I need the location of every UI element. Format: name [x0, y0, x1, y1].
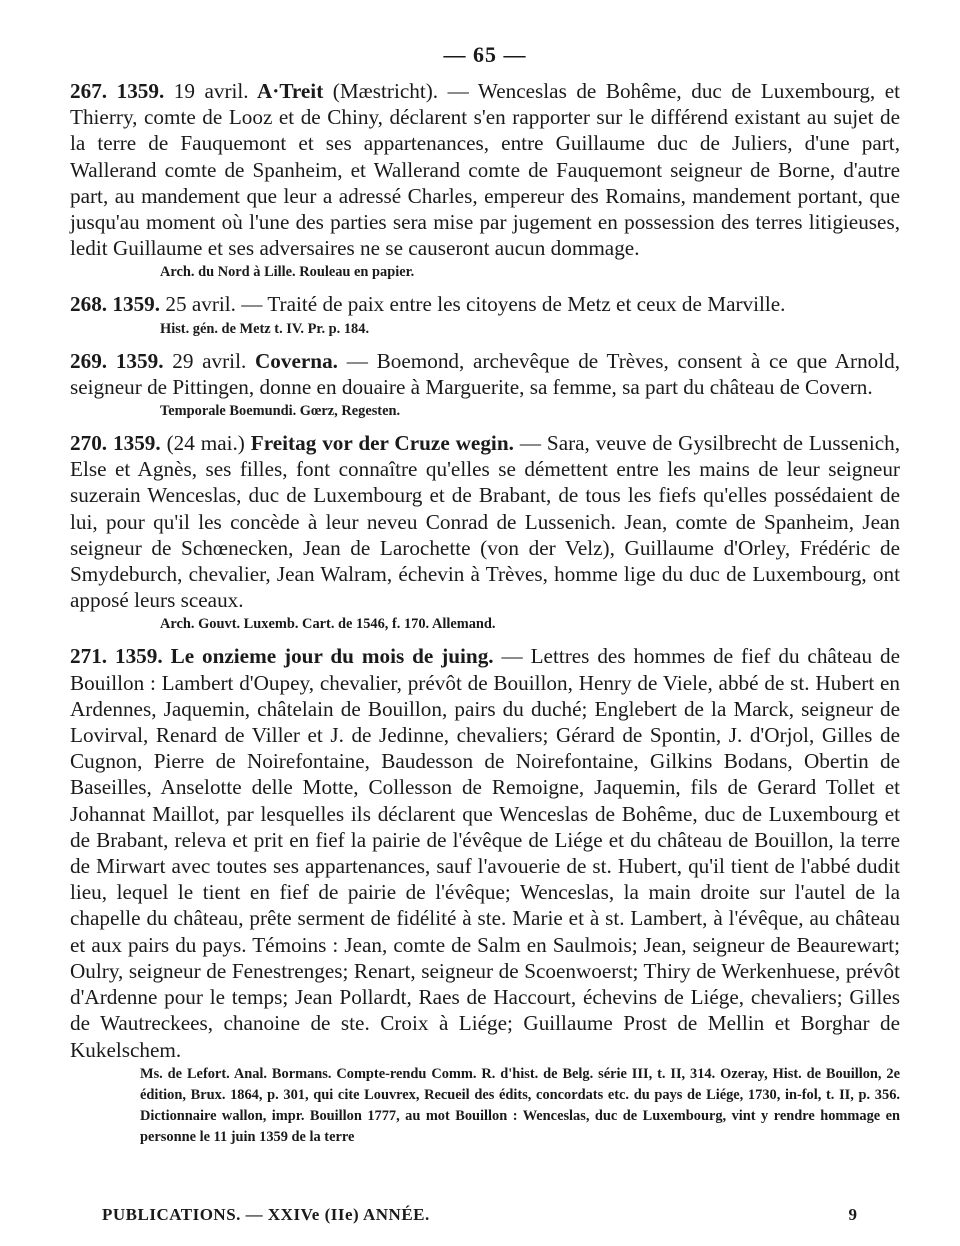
entry-source: Ms. de Lefort. Anal. Bormans. Compte-rendu Comm. R. d'hist. de Belg. série III, t. II, 314. Ozeray, Hist. de Bouillon, 2e édition, Brux. 1864, p. 301, qui cite Louvrex, Recueil des édits, concordats etc. du pays de Liége, 1730, in-fol, t. II, p. 356. Dictionnaire wallon, impr. Bouillon 1777, au mot Bouillon : Wenceslas, duc de Luxembourg, vint y rendre hommage en personne le 11 juin 1359 de la terre: [140, 1065, 900, 1145]
entry-date: (24 mai.): [166, 431, 245, 456]
entry-268: [70, 291, 900, 339]
entry-number: 270.: [70, 431, 108, 456]
entry-text: [70, 291, 900, 317]
entry-body: — Traité de paix entre les citoyens de Metz et ceux de Marville.: [235, 292, 786, 317]
entry-place: Coverna.: [255, 348, 338, 373]
entry-source: Temporale Boemundi. Gœrz, Regesten.: [160, 403, 401, 420]
sheet-number: 9: [848, 1205, 857, 1224]
entry-year: 1359.: [115, 348, 164, 373]
entry-text: [70, 348, 900, 400]
entry-number: 268.: [70, 292, 108, 317]
entry-year: 1359.: [112, 292, 161, 317]
document-page: [70, 42, 900, 1156]
page-number: — 65 —: [443, 42, 527, 67]
entry-date: 19 avril.: [173, 79, 249, 103]
publication-title: PUBLICATIONS. — XXIVe (IIe) ANNÉE.: [102, 1205, 430, 1224]
entry-267: [70, 78, 900, 283]
entry-source: Arch. Gouvt. Luxemb. Cart. de 1546, f. 170. Allemand.: [160, 616, 496, 633]
entry-date: 29 avril.: [172, 348, 247, 373]
page-footer: [102, 1205, 857, 1225]
entry-text: [70, 643, 900, 1062]
entry-place: Le onzieme jour du mois de juing.: [170, 644, 494, 669]
entry-271: [70, 643, 900, 1147]
entry-body: — Lettres des hommes de fief du château de Bouillon : Lambert d'Oupey, chevalier, prévôt de Bouillon, Henry de Viele, abbé de st. Hubert en Ardennes, Jaquemin, châtelain de Bouillon, pairs du duché; Englebert de la Marck, seigneur de Lovirval, Renard de Viller et J. de Jedinne, chevaliers; Gérard de Spontin, J. d'Orjol, Gilles de Cugnon, Pierre de Noirefontaine, Baudesson de Noirefontaine, Gilkins Bodans, Obertin de Baseilles, Anselotte delle Motte, Collesson de Remoigne, Jaquemin, fils de Gerard Tollet et Johannat Maillot, par lesquelles ils déclarent que Wenceslas de Bohême, duc de Luxembourg et de Brabant, releva et prit en fief la pairie de l'évêque de Liége et du château de Bouillon, la terre de Mirwart avec toutes ses appartenances, sauf l'avouerie de st. Hubert, qu'il tient de l'abbé dudit lieu, lequel le tient en fief de pairie de l'évêque; Wenceslas, la main droite sur l'autel de la chapelle du château, prête serment de fidélité à ste. Marie et à st. Lambert, à l'évêque, au château et aux pairs du pays. Témoins : Jean, comte de Salm en Saulmois; Jean, seigneur de Beaurewart; Oulry, seigneur de Fenestrenges; Renart, seigneur de Scoenwoerst; Thiry de Werkenhuese, prévôt d'Ardenne pour le temps; Jean Pollardt, Raes de Haccourt, échevins de Liége, chevaliers; Gilles de Wautreckees, chanoine de ste. Croix à Liége; Guillaume Prost de Mellin et Borghar de Kukelschem.: [70, 644, 901, 1062]
entry-year: 1359.: [114, 644, 163, 669]
entry-270: [70, 430, 900, 635]
entry-place: A·Treit: [256, 79, 324, 103]
entry-269: [70, 348, 900, 422]
entry-year: 1359.: [113, 431, 161, 456]
entry-number: 269.: [70, 348, 108, 373]
entry-number: 267.: [70, 79, 108, 103]
entry-text: [70, 430, 900, 613]
entry-body: (Mæstricht). — Wenceslas de Bohême, duc de Luxembourg, et Thierry, comte de Looz et de Chiny, déclarent s'en rapporter sur le différend existant au sujet de la terre de Fauquemont et ses appartenances, entre Guillaume duc de Juliers, d'une part, Wallerand comte de Spanheim, et Wallerand comte de Fauquemont seigneur de Borne, d'autre part, au mandement que leur a adressé Charles, empereur des Romains, mandement portant, que jusqu'au moment où l'une des parties sera mise par jugement en possession des terres litigieuses, ledit Guillaume et ses adversaires ne se causeront aucun dommage.: [70, 79, 901, 261]
entry-number: 271.: [70, 644, 108, 669]
entry-year: 1359.: [116, 79, 165, 103]
entry-body: — Sara, veuve de Gysilbrecht de Lussenich, Else et Agnès, ses filles, font connaître qu'elles se démettent entre les mains de leur seigneur suzerain Wenceslas, duc de Luxembourg et de Brabant, de tous les fiefs qu'elles possédaient de lui, pour qu'il les concède à leur neveu Conrad de Lussenich. Jean, comte de Spanheim, Jean seigneur de Schœnecken, Jean de Larochette (von der Velz), Guillaume d'Orley, Frédéric de Smydeburch, chevalier, Jean Walram, échevin à Trèves, homme lige du duc de Luxembourg, ont apposé leurs sceaux.: [70, 431, 901, 613]
entry-source: Hist. gén. de Metz t. IV. Pr. p. 184.: [160, 320, 370, 337]
entry-source: Arch. du Nord à Lille. Rouleau en papier.: [160, 264, 415, 281]
entry-text: [70, 78, 900, 261]
entry-date: 25 avril.: [165, 292, 236, 317]
entry-body: — Boemond, archevêque de Trèves, consent à ce que Arnold, seigneur de Pittingen, donne en douaire à Marguerite, sa femme, sa part du château de Covern.: [70, 348, 901, 399]
entry-place: Freitag vor der Cruze wegin.: [250, 431, 514, 456]
